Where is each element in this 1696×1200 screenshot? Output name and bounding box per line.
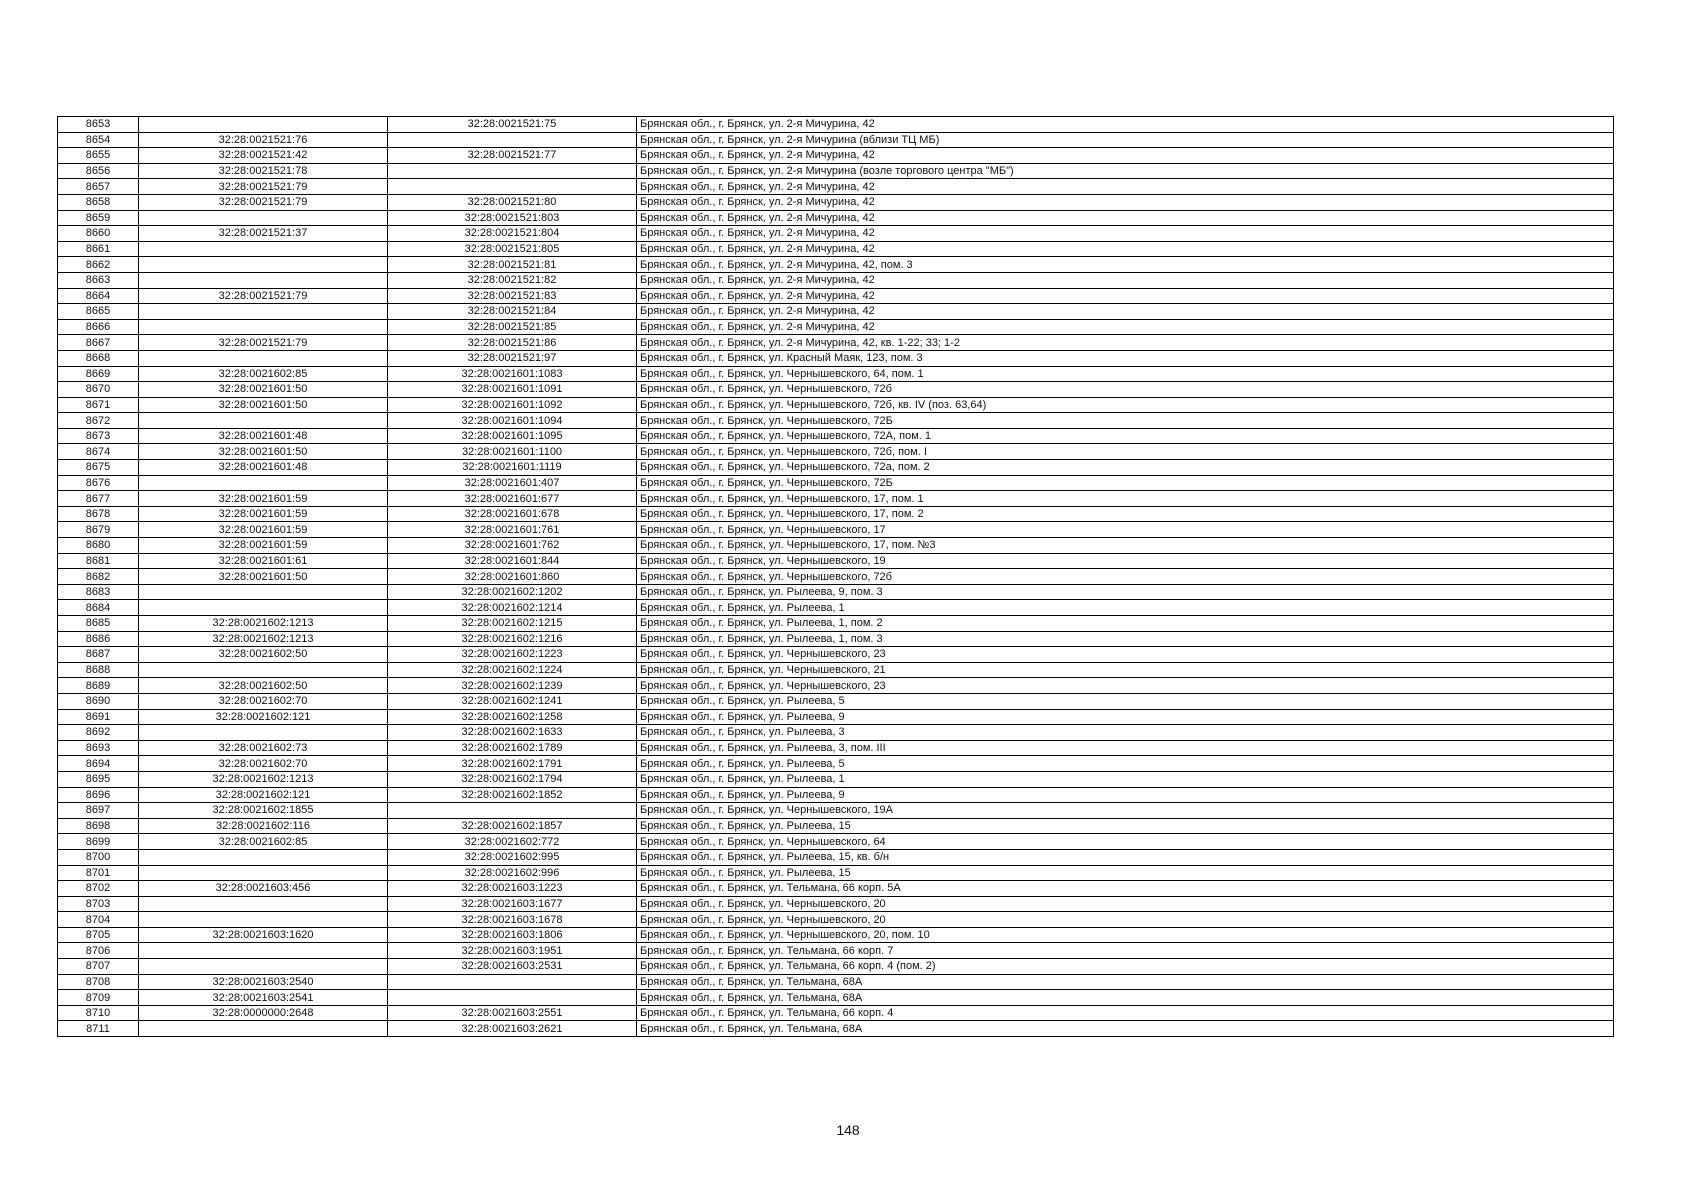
parcel-cadastral-number-cell — [139, 943, 388, 959]
parcel-cadastral-number-cell — [139, 257, 388, 273]
object-cadastral-number-cell: 32:28:0021602:1224 — [388, 662, 637, 678]
table-row — [58, 631, 1614, 647]
table-row — [58, 444, 1614, 460]
object-cadastral-number-cell: 32:28:0021602:995 — [388, 849, 637, 865]
parcel-cadastral-number-cell — [139, 849, 388, 865]
object-cadastral-number-cell: 32:28:0021521:804 — [388, 226, 637, 242]
parcel-cadastral-number-cell: 32:28:0021521:79 — [139, 335, 388, 351]
parcel-cadastral-number-cell: 32:28:0021521:79 — [139, 179, 388, 195]
address-cell: Брянская обл., г. Брянск, ул. 2-я Мичурина, 42 — [637, 226, 1614, 242]
table-row — [58, 709, 1614, 725]
table-row — [58, 865, 1614, 881]
table-row — [58, 335, 1614, 351]
parcel-cadastral-number-cell — [139, 959, 388, 975]
parcel-cadastral-number-cell: 32:28:0021602:50 — [139, 647, 388, 663]
table-row — [58, 272, 1614, 288]
address-cell: Брянская обл., г. Брянск, ул. Рылеева, 3 — [637, 725, 1614, 741]
parcel-cadastral-number-cell: 32:28:0021602:1213 — [139, 616, 388, 632]
table-row — [58, 179, 1614, 195]
row-number-cell: 8708 — [58, 974, 139, 990]
parcel-cadastral-number-cell — [139, 272, 388, 288]
object-cadastral-number-cell: 32:28:0021601:678 — [388, 506, 637, 522]
parcel-cadastral-number-cell: 32:28:0021602:85 — [139, 366, 388, 382]
parcel-cadastral-number-cell: 32:28:0021602:116 — [139, 818, 388, 834]
object-cadastral-number-cell: 32:28:0021602:1215 — [388, 616, 637, 632]
row-number-cell: 8653 — [58, 117, 139, 133]
parcel-cadastral-number-cell — [139, 865, 388, 881]
table-row — [58, 257, 1614, 273]
address-cell: Брянская обл., г. Брянск, ул. 2-я Мичурина, 42 — [637, 117, 1614, 133]
address-cell: Брянская обл., г. Брянск, ул. Чернышевского, 20 — [637, 912, 1614, 928]
row-number-cell: 8686 — [58, 631, 139, 647]
address-cell: Брянская обл., г. Брянск, ул. Красный Маяк, 123, пом. 3 — [637, 350, 1614, 366]
table-row — [58, 974, 1614, 990]
object-cadastral-number-cell: 32:28:0021521:84 — [388, 304, 637, 320]
row-number-cell: 8704 — [58, 912, 139, 928]
object-cadastral-number-cell: 32:28:0021602:1241 — [388, 693, 637, 709]
row-number-cell: 8684 — [58, 600, 139, 616]
table-row — [58, 117, 1614, 133]
address-cell: Брянская обл., г. Брянск, ул. Чернышевского, 72б, кв. IV (поз. 63,64) — [637, 397, 1614, 413]
object-cadastral-number-cell: 32:28:0021602:1794 — [388, 771, 637, 787]
row-number-cell: 8709 — [58, 990, 139, 1006]
object-cadastral-number-cell: 32:28:0021602:1216 — [388, 631, 637, 647]
row-number-cell: 8659 — [58, 210, 139, 226]
parcel-cadastral-number-cell: 32:28:0021602:73 — [139, 740, 388, 756]
address-cell: Брянская обл., г. Брянск, ул. 2-я Мичурина (возле торгового центра "МБ") — [637, 163, 1614, 179]
row-number-cell: 8656 — [58, 163, 139, 179]
parcel-cadastral-number-cell: 32:28:0021602:1213 — [139, 771, 388, 787]
object-cadastral-number-cell — [388, 132, 637, 148]
address-cell: Брянская обл., г. Брянск, ул. Рылеева, 9, пом. 3 — [637, 584, 1614, 600]
parcel-cadastral-number-cell: 32:28:0000000:2648 — [139, 1005, 388, 1021]
row-number-cell: 8654 — [58, 132, 139, 148]
object-cadastral-number-cell — [388, 163, 637, 179]
object-cadastral-number-cell: 32:28:0021601:407 — [388, 475, 637, 491]
address-cell: Брянская обл., г. Брянск, ул. Чернышевского, 20, пом. 10 — [637, 927, 1614, 943]
table-row — [58, 569, 1614, 585]
row-number-cell: 8666 — [58, 319, 139, 335]
row-number-cell: 8702 — [58, 881, 139, 897]
table-row — [58, 1005, 1614, 1021]
address-cell: Брянская обл., г. Брянск, ул. Рылеева, 5 — [637, 756, 1614, 772]
parcel-cadastral-number-cell — [139, 912, 388, 928]
row-number-cell: 8690 — [58, 693, 139, 709]
parcel-cadastral-number-cell — [139, 117, 388, 133]
row-number-cell: 8667 — [58, 335, 139, 351]
row-number-cell: 8677 — [58, 491, 139, 507]
object-cadastral-number-cell: 32:28:0021602:1633 — [388, 725, 637, 741]
row-number-cell: 8696 — [58, 787, 139, 803]
address-cell: Брянская обл., г. Брянск, ул. Чернышевского, 21 — [637, 662, 1614, 678]
object-cadastral-number-cell: 32:28:0021602:1791 — [388, 756, 637, 772]
object-cadastral-number-cell: 32:28:0021601:1094 — [388, 413, 637, 429]
parcel-cadastral-number-cell: 32:28:0021602:50 — [139, 678, 388, 694]
table-row — [58, 241, 1614, 257]
parcel-cadastral-number-cell: 32:28:0021602:1213 — [139, 631, 388, 647]
row-number-cell: 8705 — [58, 927, 139, 943]
table-row — [58, 662, 1614, 678]
address-cell: Брянская обл., г. Брянск, ул. Чернышевского, 72б — [637, 382, 1614, 398]
row-number-cell: 8674 — [58, 444, 139, 460]
row-number-cell: 8679 — [58, 522, 139, 538]
parcel-cadastral-number-cell: 32:28:0021521:79 — [139, 194, 388, 210]
table-row — [58, 288, 1614, 304]
address-cell: Брянская обл., г. Брянск, ул. 2-я Мичурина, 42 — [637, 288, 1614, 304]
row-number-cell: 8703 — [58, 896, 139, 912]
table-row — [58, 818, 1614, 834]
object-cadastral-number-cell: 32:28:0021521:82 — [388, 272, 637, 288]
address-cell: Брянская обл., г. Брянск, ул. 2-я Мичурина, 42 — [637, 319, 1614, 335]
object-cadastral-number-cell: 32:28:0021601:1100 — [388, 444, 637, 460]
address-cell: Брянская обл., г. Брянск, ул. Рылеева, 3, пом. III — [637, 740, 1614, 756]
object-cadastral-number-cell: 32:28:0021521:86 — [388, 335, 637, 351]
parcel-cadastral-number-cell: 32:28:0021602:121 — [139, 709, 388, 725]
row-number-cell: 8683 — [58, 584, 139, 600]
object-cadastral-number-cell: 32:28:0021603:1223 — [388, 881, 637, 897]
address-cell: Брянская обл., г. Брянск, ул. Чернышевского, 23 — [637, 647, 1614, 663]
table-row — [58, 803, 1614, 819]
parcel-cadastral-number-cell — [139, 600, 388, 616]
parcel-cadastral-number-cell: 32:28:0021601:59 — [139, 491, 388, 507]
object-cadastral-number-cell: 32:28:0021602:1239 — [388, 678, 637, 694]
object-cadastral-number-cell: 32:28:0021603:1678 — [388, 912, 637, 928]
address-cell: Брянская обл., г. Брянск, ул. Тельмана, 66 корп. 5А — [637, 881, 1614, 897]
parcel-cadastral-number-cell: 32:28:0021601:50 — [139, 397, 388, 413]
row-number-cell: 8688 — [58, 662, 139, 678]
row-number-cell: 8671 — [58, 397, 139, 413]
table-row — [58, 927, 1614, 943]
parcel-cadastral-number-cell: 32:28:0021602:85 — [139, 834, 388, 850]
parcel-cadastral-number-cell: 32:28:0021601:50 — [139, 569, 388, 585]
address-cell: Брянская обл., г. Брянск, ул. Рылеева, 15, кв. б/н — [637, 849, 1614, 865]
parcel-cadastral-number-cell: 32:28:0021602:70 — [139, 756, 388, 772]
object-cadastral-number-cell: 32:28:0021521:77 — [388, 148, 637, 164]
parcel-cadastral-number-cell: 32:28:0021602:121 — [139, 787, 388, 803]
object-cadastral-number-cell: 32:28:0021602:1852 — [388, 787, 637, 803]
table-row — [58, 693, 1614, 709]
address-cell: Брянская обл., г. Брянск, ул. 2-я Мичурина, 42, кв. 1-22; 33; 1-2 — [637, 335, 1614, 351]
address-cell: Брянская обл., г. Брянск, ул. Рылеева, 1, пом. 3 — [637, 631, 1614, 647]
row-number-cell: 8673 — [58, 428, 139, 444]
table-row — [58, 990, 1614, 1006]
table-row — [58, 600, 1614, 616]
parcel-cadastral-number-cell: 32:28:0021603:2540 — [139, 974, 388, 990]
address-cell: Брянская обл., г. Брянск, ул. 2-я Мичурина, 42 — [637, 194, 1614, 210]
address-cell: Брянская обл., г. Брянск, ул. Рылеева, 9 — [637, 787, 1614, 803]
parcel-cadastral-number-cell — [139, 210, 388, 226]
object-cadastral-number-cell: 32:28:0021602:1223 — [388, 647, 637, 663]
object-cadastral-number-cell: 32:28:0021521:85 — [388, 319, 637, 335]
table-row — [58, 475, 1614, 491]
row-number-cell: 8707 — [58, 959, 139, 975]
address-cell: Брянская обл., г. Брянск, ул. Чернышевского, 64, пом. 1 — [637, 366, 1614, 382]
object-cadastral-number-cell: 32:28:0021601:761 — [388, 522, 637, 538]
object-cadastral-number-cell: 32:28:0021521:75 — [388, 117, 637, 133]
parcel-cadastral-number-cell — [139, 475, 388, 491]
parcel-cadastral-number-cell: 32:28:0021521:37 — [139, 226, 388, 242]
address-cell: Брянская обл., г. Брянск, ул. Чернышевского, 19А — [637, 803, 1614, 819]
object-cadastral-number-cell: 32:28:0021601:1083 — [388, 366, 637, 382]
address-cell: Брянская обл., г. Брянск, ул. Чернышевского, 19 — [637, 553, 1614, 569]
row-number-cell: 8662 — [58, 257, 139, 273]
address-cell: Брянская обл., г. Брянск, ул. 2-я Мичурина, 42 — [637, 304, 1614, 320]
address-cell: Брянская обл., г. Брянск, ул. 2-я Мичурина (вблизи ТЦ МБ) — [637, 132, 1614, 148]
object-cadastral-number-cell: 32:28:0021521:81 — [388, 257, 637, 273]
object-cadastral-number-cell: 32:28:0021521:83 — [388, 288, 637, 304]
row-number-cell: 8680 — [58, 538, 139, 554]
object-cadastral-number-cell: 32:28:0021603:1806 — [388, 927, 637, 943]
address-cell: Брянская обл., г. Брянск, ул. Рылеева, 1 — [637, 771, 1614, 787]
object-cadastral-number-cell: 32:28:0021521:805 — [388, 241, 637, 257]
table-row — [58, 1021, 1614, 1037]
row-number-cell: 8676 — [58, 475, 139, 491]
parcel-cadastral-number-cell — [139, 241, 388, 257]
address-cell: Брянская обл., г. Брянск, ул. Чернышевского, 72Б — [637, 413, 1614, 429]
address-cell: Брянская обл., г. Брянск, ул. Тельмана, 68А — [637, 990, 1614, 1006]
address-cell: Брянская обл., г. Брянск, ул. 2-я Мичурина, 42 — [637, 179, 1614, 195]
row-number-cell: 8658 — [58, 194, 139, 210]
object-cadastral-number-cell: 32:28:0021521:80 — [388, 194, 637, 210]
row-number-cell: 8665 — [58, 304, 139, 320]
table-row — [58, 148, 1614, 164]
table-row — [58, 584, 1614, 600]
parcel-cadastral-number-cell — [139, 584, 388, 600]
table-row — [58, 506, 1614, 522]
table-row — [58, 538, 1614, 554]
table-row — [58, 740, 1614, 756]
parcel-cadastral-number-cell: 32:28:0021601:50 — [139, 382, 388, 398]
address-cell: Брянская обл., г. Брянск, ул. Тельмана, 66 корп. 4 (пом. 2) — [637, 959, 1614, 975]
table-row — [58, 959, 1614, 975]
parcel-cadastral-number-cell: 32:28:0021601:59 — [139, 506, 388, 522]
address-cell: Брянская обл., г. Брянск, ул. Рылеева, 5 — [637, 693, 1614, 709]
parcel-cadastral-number-cell: 32:28:0021601:59 — [139, 538, 388, 554]
row-number-cell: 8670 — [58, 382, 139, 398]
address-cell: Брянская обл., г. Брянск, ул. Чернышевского, 17, пом. 1 — [637, 491, 1614, 507]
object-cadastral-number-cell — [388, 803, 637, 819]
register-sheet — [57, 116, 1613, 1037]
table-row — [58, 304, 1614, 320]
row-number-cell: 8694 — [58, 756, 139, 772]
parcel-cadastral-number-cell: 32:28:0021521:42 — [139, 148, 388, 164]
table-row — [58, 943, 1614, 959]
row-number-cell: 8655 — [58, 148, 139, 164]
parcel-cadastral-number-cell — [139, 413, 388, 429]
parcel-cadastral-number-cell: 32:28:0021601:48 — [139, 428, 388, 444]
object-cadastral-number-cell: 32:28:0021601:1095 — [388, 428, 637, 444]
row-number-cell: 8675 — [58, 460, 139, 476]
address-cell: Брянская обл., г. Брянск, ул. Чернышевского, 72а, пом. 2 — [637, 460, 1614, 476]
address-cell: Брянская обл., г. Брянск, ул. Рылеева, 1, пом. 2 — [637, 616, 1614, 632]
object-cadastral-number-cell: 32:28:0021603:2551 — [388, 1005, 637, 1021]
table-row — [58, 350, 1614, 366]
row-number-cell: 8691 — [58, 709, 139, 725]
address-cell: Брянская обл., г. Брянск, ул. Тельмана, 66 корп. 4 — [637, 1005, 1614, 1021]
row-number-cell: 8689 — [58, 678, 139, 694]
table-row — [58, 491, 1614, 507]
row-number-cell: 8660 — [58, 226, 139, 242]
row-number-cell: 8698 — [58, 818, 139, 834]
table-row — [58, 522, 1614, 538]
object-cadastral-number-cell — [388, 990, 637, 1006]
row-number-cell: 8664 — [58, 288, 139, 304]
address-cell: Брянская обл., г. Брянск, ул. Чернышевского, 17, пом. №3 — [637, 538, 1614, 554]
parcel-cadastral-number-cell: 32:28:0021521:76 — [139, 132, 388, 148]
row-number-cell: 8693 — [58, 740, 139, 756]
table-row — [58, 397, 1614, 413]
parcel-cadastral-number-cell: 32:28:0021603:456 — [139, 881, 388, 897]
object-cadastral-number-cell: 32:28:0021521:97 — [388, 350, 637, 366]
address-cell: Брянская обл., г. Брянск, ул. Рылеева, 15 — [637, 818, 1614, 834]
table-row — [58, 226, 1614, 242]
object-cadastral-number-cell: 32:28:0021602:772 — [388, 834, 637, 850]
row-number-cell: 8710 — [58, 1005, 139, 1021]
row-number-cell: 8695 — [58, 771, 139, 787]
table-row — [58, 553, 1614, 569]
parcel-cadastral-number-cell — [139, 350, 388, 366]
parcel-cadastral-number-cell: 32:28:0021521:78 — [139, 163, 388, 179]
address-cell: Брянская обл., г. Брянск, ул. Чернышевского, 72б, пом. I — [637, 444, 1614, 460]
object-cadastral-number-cell: 32:28:0021602:996 — [388, 865, 637, 881]
address-cell: Брянская обл., г. Брянск, ул. 2-я Мичурина, 42, пом. 3 — [637, 257, 1614, 273]
parcel-cadastral-number-cell — [139, 896, 388, 912]
row-number-cell: 8668 — [58, 350, 139, 366]
row-number-cell: 8692 — [58, 725, 139, 741]
table-body — [58, 117, 1614, 1037]
table-row — [58, 382, 1614, 398]
address-cell: Брянская обл., г. Брянск, ул. Чернышевского, 17, пом. 2 — [637, 506, 1614, 522]
address-cell: Брянская обл., г. Брянск, ул. 2-я Мичурина, 42 — [637, 210, 1614, 226]
row-number-cell: 8672 — [58, 413, 139, 429]
address-cell: Брянская обл., г. Брянск, ул. Рылеева, 15 — [637, 865, 1614, 881]
object-cadastral-number-cell — [388, 179, 637, 195]
object-cadastral-number-cell — [388, 974, 637, 990]
table-row — [58, 912, 1614, 928]
parcel-cadastral-number-cell: 32:28:0021602:1855 — [139, 803, 388, 819]
parcel-cadastral-number-cell — [139, 725, 388, 741]
address-cell: Брянская обл., г. Брянск, ул. Чернышевского, 72А, пом. 1 — [637, 428, 1614, 444]
object-cadastral-number-cell: 32:28:0021602:1202 — [388, 584, 637, 600]
object-cadastral-number-cell: 32:28:0021601:1091 — [388, 382, 637, 398]
table-row — [58, 834, 1614, 850]
address-cell: Брянская обл., г. Брянск, ул. Чернышевского, 64 — [637, 834, 1614, 850]
row-number-cell: 8700 — [58, 849, 139, 865]
page-number: 148 — [836, 1122, 860, 1138]
parcel-cadastral-number-cell: 32:28:0021602:70 — [139, 693, 388, 709]
table-row — [58, 210, 1614, 226]
row-number-cell: 8678 — [58, 506, 139, 522]
address-cell: Брянская обл., г. Брянск, ул. Тельмана, 68А — [637, 1021, 1614, 1037]
parcel-cadastral-number-cell — [139, 319, 388, 335]
parcel-cadastral-number-cell: 32:28:0021603:2541 — [139, 990, 388, 1006]
row-number-cell: 8697 — [58, 803, 139, 819]
object-cadastral-number-cell: 32:28:0021521:803 — [388, 210, 637, 226]
address-cell: Брянская обл., г. Брянск, ул. Тельмана, 68А — [637, 974, 1614, 990]
row-number-cell: 8685 — [58, 616, 139, 632]
row-number-cell: 8711 — [58, 1021, 139, 1037]
object-cadastral-number-cell: 32:28:0021601:844 — [388, 553, 637, 569]
address-cell: Брянская обл., г. Брянск, ул. Рылеева, 1 — [637, 600, 1614, 616]
address-cell: Брянская обл., г. Брянск, ул. 2-я Мичурина, 42 — [637, 148, 1614, 164]
object-cadastral-number-cell: 32:28:0021603:2531 — [388, 959, 637, 975]
address-cell: Брянская обл., г. Брянск, ул. Рылеева, 9 — [637, 709, 1614, 725]
parcel-cadastral-number-cell — [139, 662, 388, 678]
table-row — [58, 678, 1614, 694]
cadastral-register-table — [57, 116, 1614, 1037]
row-number-cell: 8682 — [58, 569, 139, 585]
parcel-cadastral-number-cell: 32:28:0021601:50 — [139, 444, 388, 460]
table-row — [58, 366, 1614, 382]
table-row — [58, 787, 1614, 803]
object-cadastral-number-cell: 32:28:0021603:1677 — [388, 896, 637, 912]
parcel-cadastral-number-cell: 32:28:0021601:59 — [139, 522, 388, 538]
parcel-cadastral-number-cell: 32:28:0021521:79 — [139, 288, 388, 304]
address-cell: Брянская обл., г. Брянск, ул. 2-я Мичурина, 42 — [637, 241, 1614, 257]
table-row — [58, 194, 1614, 210]
address-cell: Брянская обл., г. Брянск, ул. Чернышевского, 23 — [637, 678, 1614, 694]
table-row — [58, 319, 1614, 335]
row-number-cell: 8661 — [58, 241, 139, 257]
table-row — [58, 849, 1614, 865]
object-cadastral-number-cell: 32:28:0021602:1857 — [388, 818, 637, 834]
table-row — [58, 413, 1614, 429]
object-cadastral-number-cell: 32:28:0021601:1092 — [388, 397, 637, 413]
table-row — [58, 725, 1614, 741]
row-number-cell: 8701 — [58, 865, 139, 881]
object-cadastral-number-cell: 32:28:0021602:1214 — [388, 600, 637, 616]
object-cadastral-number-cell: 32:28:0021601:860 — [388, 569, 637, 585]
table-row — [58, 881, 1614, 897]
table-row — [58, 771, 1614, 787]
object-cadastral-number-cell: 32:28:0021603:1951 — [388, 943, 637, 959]
address-cell: Брянская обл., г. Брянск, ул. Чернышевского, 17 — [637, 522, 1614, 538]
address-cell: Брянская обл., г. Брянск, ул. Тельмана, 66 корп. 7 — [637, 943, 1614, 959]
row-number-cell: 8681 — [58, 553, 139, 569]
table-row — [58, 163, 1614, 179]
parcel-cadastral-number-cell — [139, 304, 388, 320]
row-number-cell: 8663 — [58, 272, 139, 288]
address-cell: Брянская обл., г. Брянск, ул. 2-я Мичурина, 42 — [637, 272, 1614, 288]
table-row — [58, 428, 1614, 444]
address-cell: Брянская обл., г. Брянск, ул. Чернышевского, 72б — [637, 569, 1614, 585]
parcel-cadastral-number-cell: 32:28:0021601:48 — [139, 460, 388, 476]
parcel-cadastral-number-cell: 32:28:0021603:1620 — [139, 927, 388, 943]
address-cell: Брянская обл., г. Брянск, ул. Чернышевского, 20 — [637, 896, 1614, 912]
row-number-cell: 8699 — [58, 834, 139, 850]
object-cadastral-number-cell: 32:28:0021602:1258 — [388, 709, 637, 725]
table-row — [58, 616, 1614, 632]
object-cadastral-number-cell: 32:28:0021601:1119 — [388, 460, 637, 476]
parcel-cadastral-number-cell — [139, 1021, 388, 1037]
object-cadastral-number-cell: 32:28:0021603:2621 — [388, 1021, 637, 1037]
object-cadastral-number-cell: 32:28:0021601:677 — [388, 491, 637, 507]
table-row — [58, 896, 1614, 912]
table-row — [58, 647, 1614, 663]
row-number-cell: 8687 — [58, 647, 139, 663]
parcel-cadastral-number-cell: 32:28:0021601:61 — [139, 553, 388, 569]
object-cadastral-number-cell: 32:28:0021602:1789 — [388, 740, 637, 756]
row-number-cell: 8669 — [58, 366, 139, 382]
table-row — [58, 132, 1614, 148]
row-number-cell: 8706 — [58, 943, 139, 959]
row-number-cell: 8657 — [58, 179, 139, 195]
object-cadastral-number-cell: 32:28:0021601:762 — [388, 538, 637, 554]
table-row — [58, 460, 1614, 476]
table-row — [58, 756, 1614, 772]
address-cell: Брянская обл., г. Брянск, ул. Чернышевского, 72Б — [637, 475, 1614, 491]
